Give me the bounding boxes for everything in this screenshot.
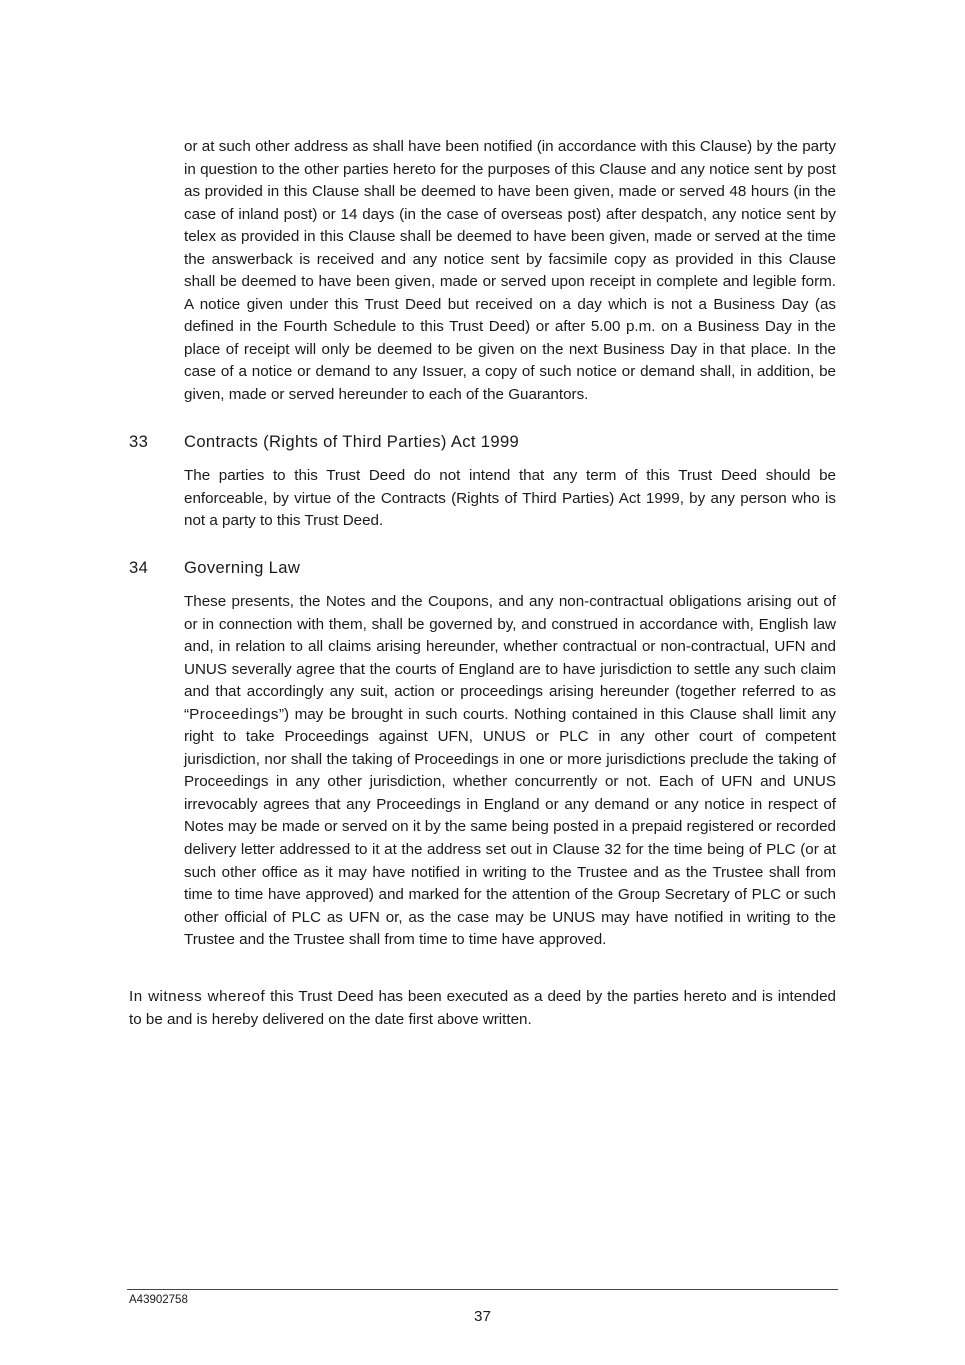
page-number: 37	[474, 1308, 491, 1325]
document-reference: A43902758	[129, 1294, 188, 1306]
clause-33-heading	[129, 431, 519, 453]
testimonium-lead: In witness whereof	[129, 988, 266, 1005]
testimonium-rest: this Trust Deed has been executed as a deed by the parties hereto and is intended to be and is hereby delivered on the date first above written.	[129, 988, 837, 1028]
clause-34-body-part-2: ”) may be brought in such courts. Nothing contained in this Clause shall limit any right to take Proceedings against UFN, UNUS or PLC in any other court of competent jurisdiction, nor shall the taking of Proceedings in one or more jurisdictions preclude the taking of Proceedings in any other jurisdiction, whether concurrently or not. Each of UFN and UNUS irrevocably agrees that any Proceedings in England or any demand or any notice in respect of Notes may be made or served on it by the same being posted in a prepaid registered or recorded delivery letter addressed to it at the address set out in Clause 32 for the time being of PLC (or at such other office as it may have notified in writing to the Trustee and as the Trustee shall from time to time have approved) and marked for the attention of the Group Secretary of PLC or such other official of PLC as UFN or, as the case may be UNUS may have notified in writing to the Trustee and the Trustee shall from time to time have approved.	[184, 705, 836, 949]
clause-34-body	[184, 591, 836, 952]
clause-34-title: Governing Law	[184, 558, 301, 577]
clause-33-body: The parties to this Trust Deed do not intend that any term of this Trust Deed should be enforceable, by virtue of the Contracts (Rights of Third Parties) Act 1999, by any person who is not a party to this Trust Deed.	[184, 467, 836, 530]
clause-34-heading	[129, 557, 300, 579]
clause-34-body-part-1: These presents, the Notes and the Coupons, and any non-contractual obligations arising out of or in connection with them, shall be governed by, and construed in accordance with, English law and, in relation to all claims arising hereunder, whether contractual or non-contractual, UFN and UNUS severally agree that the courts of England are to have jurisdiction to settle any such claim and that accordingly any suit, action or proceedings arising hereunder (together referred to as “	[184, 593, 836, 723]
defined-term-proceedings: Proceedings	[189, 705, 279, 723]
clause-33-title: Contracts (Rights of Third Parties) Act 1999	[184, 432, 520, 451]
testimonium-clause	[129, 986, 836, 1031]
footer-divider	[127, 1289, 838, 1290]
notice-clause-continuation: or at such other address as shall have been notified (in accordance with this Clause) by the party in question to the other parties hereto for the purposes of this Clause and any notice sent by post as provided in this Clause shall be deemed to have been given, made or served 48 hours (in the case of inland post) or 14 days (in the case of overseas post) after despatch, any notice sent by telex as provided in this Clause shall be deemed to have been given, made or served at the time the answerback is received and any notice sent by facsimile copy as provided in this Clause shall be deemed to have been given, made or served upon receipt in complete and legible form. A notice given under this Trust Deed but received on a day which is not a Business Day (as defined in the Fourth Schedule to this Trust Deed) or after 5.00 p.m. on a Business Day in the place of receipt will only be deemed to be given on the next Business Day in that place. In the case of a notice or demand to any Issuer, a copy of such notice or demand shall, in addition, be given, made or served hereunder to each of the Guarantors.	[184, 138, 836, 404]
clause-33-number: 33	[129, 432, 149, 451]
clause-34-number: 34	[129, 558, 149, 577]
